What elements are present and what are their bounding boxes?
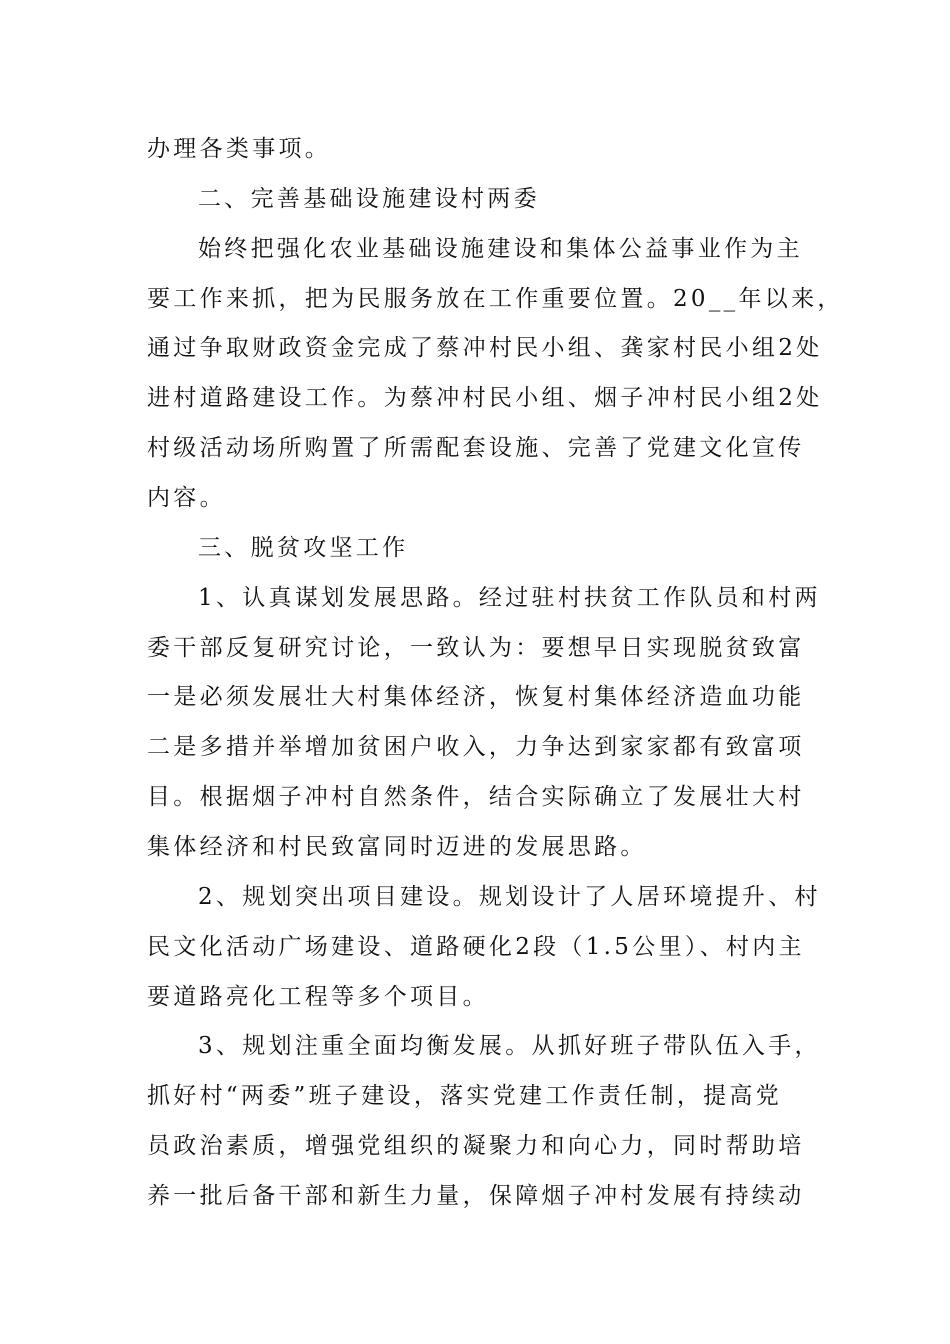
text-line: 3、规划注重全面均衡发展。从抓好班子带队伍入手， (198, 1033, 821, 1060)
paragraph-item-3 (147, 1022, 847, 1221)
section-heading-infrastructure (147, 175, 847, 225)
text-line: 员政治素质，增强党组织的凝聚力和向心力，同时帮助培 (147, 1133, 805, 1160)
paragraph-item-1 (147, 574, 847, 873)
text-line: 养一批后备干部和新生力量，保障烟子冲村发展有持续动 (147, 1183, 805, 1210)
text-line: 三、脱贫攻坚工作 (198, 534, 409, 561)
text-line: 进村道路建设工作。为蔡冲村民小组、烟子冲村民小组2处 (147, 385, 823, 412)
text-line: 二是多措并举增加贫困户收入，力争达到家家都有致富项 (147, 734, 805, 761)
text-line: 内容。 (147, 485, 226, 512)
text-line: 民文化活动广场建设、道路硬化2段（1.5公里）、村内主 (147, 933, 805, 960)
document-body (147, 125, 847, 1222)
section-heading-poverty (147, 524, 847, 574)
text-line: 集体经济和村民致富同时迈进的发展思路。 (147, 834, 647, 861)
text-line: 1、认真谋划发展思路。经过驻村扶贫工作队员和村两 (198, 584, 821, 611)
paragraph-infrastructure (147, 225, 847, 524)
paragraph-continuation (147, 125, 847, 175)
text-line: 委干部反复研究讨论，一致认为：要想早日实现脱贫致富 (147, 634, 805, 661)
text-line: 二、完善基础设施建设村两委 (198, 185, 540, 212)
text-line: 通过争取财政资金完成了蔡冲村民小组、龚家村民小组2处 (147, 335, 823, 362)
text-line: 要道路亮化工程等多个项目。 (147, 983, 489, 1010)
text-line: 目。根据烟子冲村自然条件，结合实际确立了发展壮大村 (147, 784, 805, 811)
text-line: 办理各类事项。 (147, 136, 332, 162)
text-line: 要工作来抓，把为民服务放在工作重要位置。20__年以来， (147, 285, 844, 312)
text-line: 抓好村“两委”班子建设，落实党建工作责任制，提高党 (147, 1083, 783, 1110)
text-line: 始终把强化农业基础设施建设和集体公益事业作为主 (198, 235, 803, 262)
text-line: 村级活动场所购置了所需配套设施、完善了党建文化宣传 (147, 435, 805, 462)
text-line: 2、规划突出项目建设。规划设计了人居环境提升、村 (198, 883, 821, 910)
text-line: 一是必须发展壮大村集体经济，恢复村集体经济造血功能 (147, 684, 805, 711)
paragraph-item-2 (147, 873, 847, 1023)
